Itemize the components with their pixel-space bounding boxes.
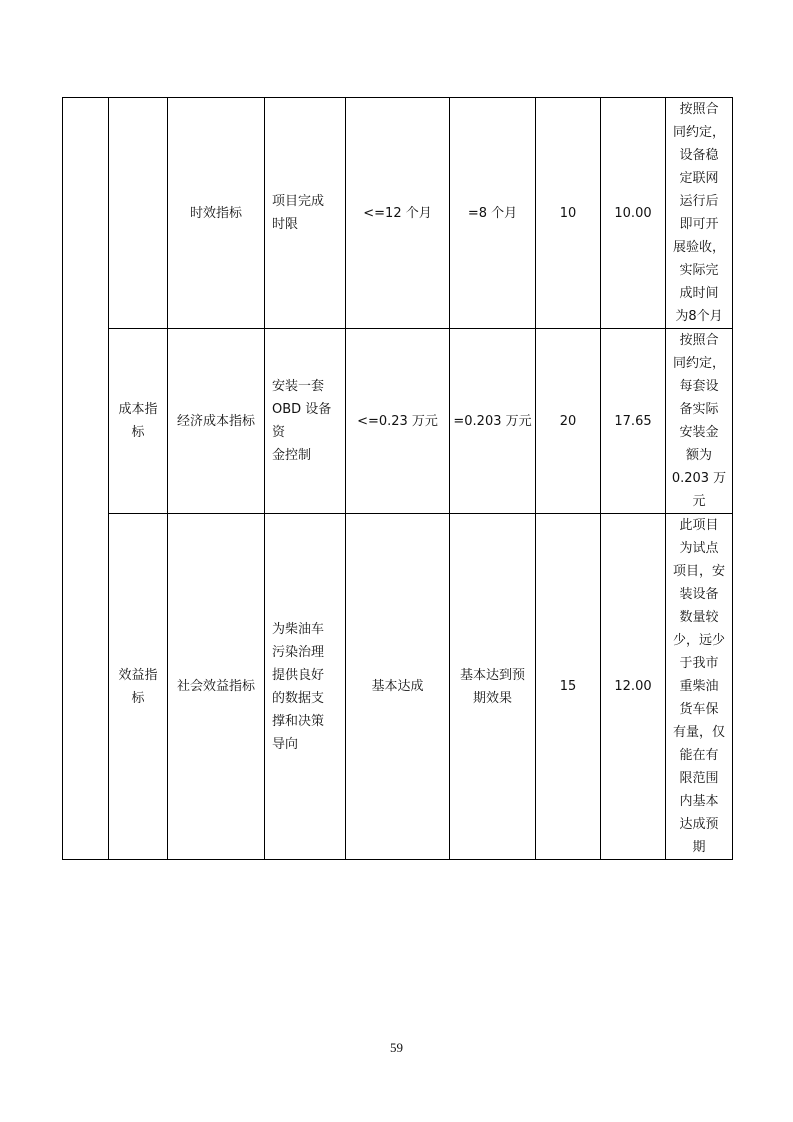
target-cell: <=0.23 万元	[346, 329, 450, 514]
score-cell: 12.00	[601, 514, 666, 860]
weight-cell: 20	[536, 329, 601, 514]
indicator-cell: 经济成本指标	[168, 329, 265, 514]
table-row	[63, 514, 733, 860]
indicator-cell: 社会效益指标	[168, 514, 265, 860]
outer-category-cell	[63, 98, 109, 860]
item-cell: 为柴油车 污染治理 提供良好 的数据支 撑和决策 导向	[265, 514, 346, 860]
actual-cell: =0.203 万元	[450, 329, 536, 514]
target-cell: 基本达成	[346, 514, 450, 860]
item-cell: 安装一套 OBD 设备资 金控制	[265, 329, 346, 514]
item-cell: 项目完成 时限	[265, 98, 346, 329]
weight-cell: 10	[536, 98, 601, 329]
table-row	[63, 329, 733, 514]
target-cell: <=12 个月	[346, 98, 450, 329]
table-row	[63, 98, 733, 329]
indicator-cell: 时效指标	[168, 98, 265, 329]
category-cell	[109, 98, 168, 329]
note-cell: 按照合 同约定， 每套设 备实际 安装金 额为 0.203 万 元	[666, 329, 733, 514]
category-cell: 效益指 标	[109, 514, 168, 860]
category-cell: 成本指 标	[109, 329, 168, 514]
score-cell: 10.00	[601, 98, 666, 329]
weight-cell: 15	[536, 514, 601, 860]
note-cell: 此项目 为试点 项目，安 装设备 数量较 少，远少 于我市 重柴油 货车保 有量，仅 能在有 限范围 内基本 达成预 期	[666, 514, 733, 860]
score-cell: 17.65	[601, 329, 666, 514]
actual-cell: 基本达到预 期效果	[450, 514, 536, 860]
note-cell: 按照合 同约定， 设备稳 定联网 运行后 即可开 展验收， 实际完 成时间 为8个月	[666, 98, 733, 329]
performance-table	[62, 97, 733, 860]
page-number: 59	[390, 1040, 403, 1055]
actual-cell: =8 个月	[450, 98, 536, 329]
